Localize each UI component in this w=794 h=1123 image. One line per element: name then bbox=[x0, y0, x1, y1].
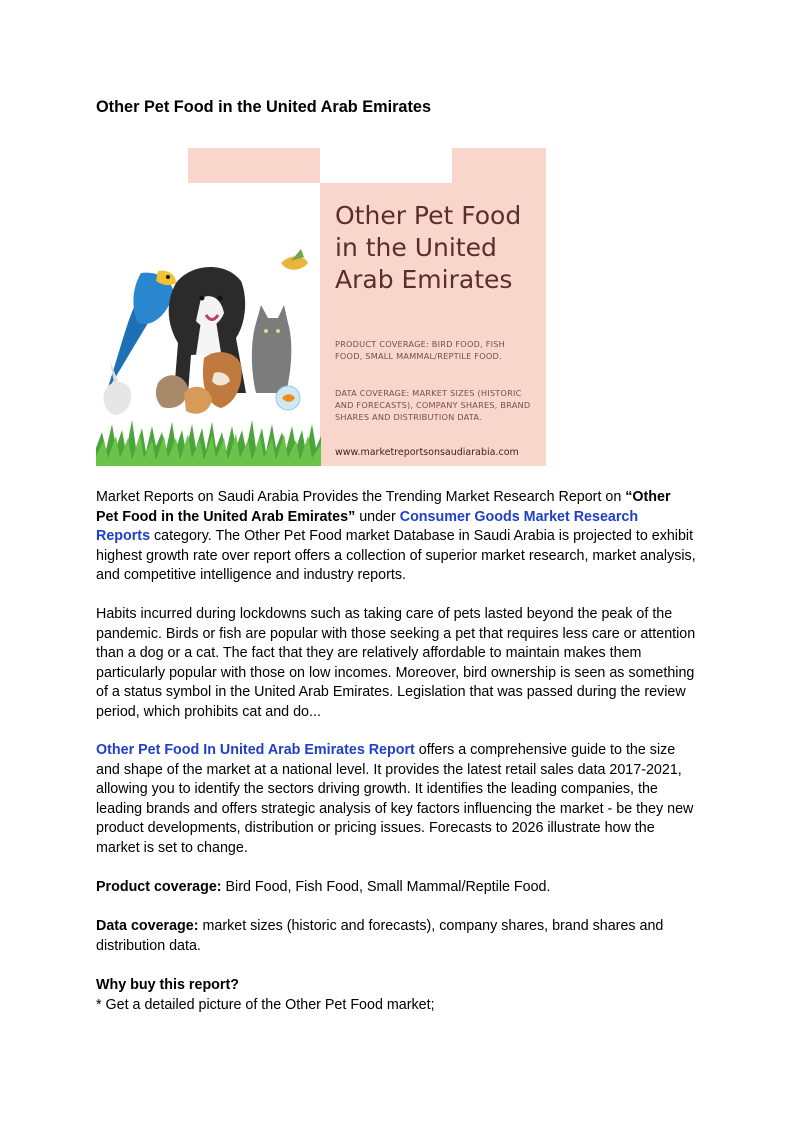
page-title: Other Pet Food in the United Arab Emirates bbox=[96, 98, 432, 116]
category-link[interactable]: Consumer Goods Market Research Reports bbox=[96, 508, 639, 545]
habits-paragraph: Habits incurred during lockdowns such as taking care of pets lasted beyond the peak of the pandemic. Birds or fish are popular with those seeking a pet that requires less care or attention than a dog or a cat. The fact that they are relatively affordable to maintain makes them particularly popular with those on low incomes. Moreover, bird ownership is seen as something of a status symbol in the United Arab Emirates. Legislation that was passed during the review period, which prohibits cat and do... bbox=[96, 606, 696, 720]
report-link[interactable]: Other Pet Food In United Arab Emirates Report bbox=[96, 742, 415, 758]
intro-text: category. The Other Pet Food market Database in Saudi Arabia is projected to exhibit highest growth rate over report offers a collection of superior market research, market analysis, and competitive intelligence and industry reports. bbox=[96, 528, 696, 584]
cover-image bbox=[96, 148, 546, 466]
product-coverage-text: Bird Food, Fish Food, Small Mammal/Reptile Food. bbox=[221, 879, 551, 895]
product-coverage-label: Product coverage: bbox=[96, 879, 222, 895]
data-coverage-paragraph bbox=[96, 917, 696, 956]
why-buy-item: * Get a detailed picture of the Other Pet Food market; bbox=[96, 996, 435, 1013]
cover-product-coverage: PRODUCT COVERAGE: BIRD FOOD, FISH FOOD, SMALL MAMMAL/REPTILE FOOD. bbox=[335, 339, 505, 361]
report-paragraph bbox=[96, 741, 696, 859]
data-coverage-label: Data coverage: bbox=[96, 918, 199, 934]
intro-paragraph bbox=[96, 488, 696, 586]
intro-report-title: “Other Pet Food in the United Arab Emirates” bbox=[96, 489, 671, 525]
cover-title: Other Pet Food in the United Arab Emirates bbox=[335, 201, 522, 294]
cover-band bbox=[452, 148, 546, 183]
cover-band bbox=[188, 148, 320, 183]
cover-url: www.marketreportsonsaudiarabia.com bbox=[335, 447, 519, 458]
product-coverage-paragraph bbox=[96, 878, 696, 898]
data-coverage-text: market sizes (historic and forecasts), company shares, brand shares and distribution data. bbox=[96, 918, 664, 954]
report-text: offers a comprehensive guide to the size and shape of the market at a national level. It provides the latest retail sales data 2017-2021, allowing you to identify the sectors driving growth. It identifies the leading companies, the leading brands and offers strategic analysis of key factors influencing the market - be they new product developments, distribution or pricing issues. Forecasts to 2026 illustrate how the market is set to change. bbox=[96, 742, 694, 856]
why-buy-heading: Why buy this report? bbox=[96, 977, 239, 993]
cover-data-coverage: DATA COVERAGE: MARKET SIZES (HISTORIC AND FORECASTS), COMPANY SHARES, BRAND SHARES AND DISTRIBUTION DATA. bbox=[335, 388, 531, 422]
intro-text: Market Reports on Saudi Arabia Provides the Trending Market Research Report on bbox=[96, 489, 626, 505]
intro-text: under bbox=[355, 508, 400, 525]
grass-illustration bbox=[96, 418, 321, 466]
why-buy-section bbox=[96, 976, 696, 1015]
